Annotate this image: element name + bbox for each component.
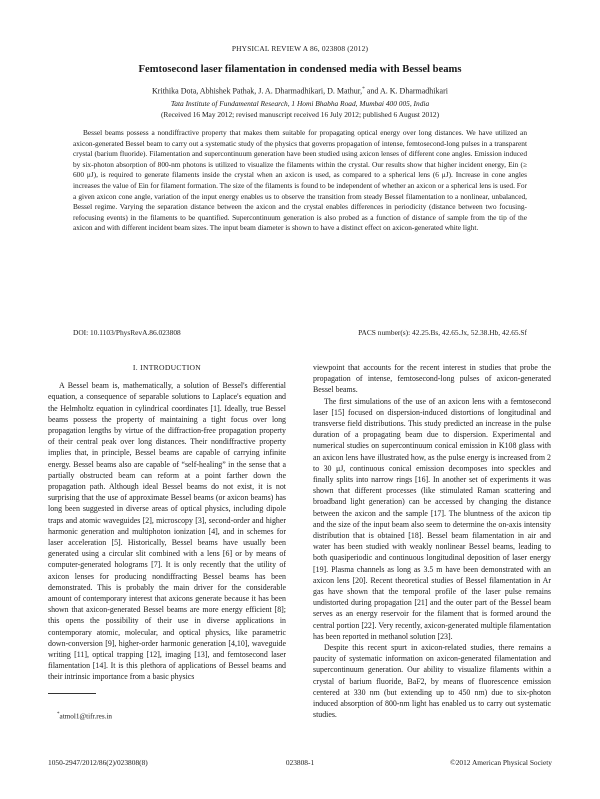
author-names-tail: and A. K. Dharmadhikari [364, 86, 448, 96]
paragraph: A Bessel beam is, mathematically, a solution of Bessel's differential equation, a consequence of separable solutions to Laplace's equation and the Helmholtz equation in cylindrical coordinates [1]. Ideally, true Bessel beams possess the property of maintaining a tight focus over long propagation lengths by virtue of the diffraction-free propagation property of their central peak over long distances. Their nondiffractive property implies that, in principle, Bessel beams are capable of carrying infinite energy. Bessel beams also are capable of “self-healing” in the sense that a partially obstructed beam can reform at a point farther down the propagation path. Although ideal Bessel beams do not exist, it is not surprising that the use of approximate Bessel beams (or axicon beams) has long been suggested in diverse areas of optical physics, including dipole traps and atomic waveguides [2], microscopy [3], second-order and higher harmonic generation and multiphoton ionization [4], and in schemes for laser acceleration [5]. Historically, Bessel beams have usually been generated using a circular slit combined with a lens [6] or by means of computer-generated holograms [7]. It is only recently that the utility of axicon lenses for producing nondiffracting Bessel beams has been demonstrated. This is probably the main driver for the considerable amount of contemporary interest that axicons generate because it has been shown that axicon-generated Bessel beams are more energy efficient [8]; this opens the possibility of their use in diverse applications in contemporary atomic, molecular, and optical physics, like parametric down-conversion [9], higher-order harmonic generation [4,10], waveguide writing [11], optical trapping [12], imaging [13], and femtosecond laser filamentation [14]. It is this plethora of applications of Bessel beams and their intrinsic importance from a basic physics [48, 381, 286, 682]
section-heading: I. INTRODUCTION [132, 363, 202, 372]
paper-title: Femtosecond laser filamentation in condensed media with Bessel beams [138, 64, 462, 75]
received-dates: (Received 16 May 2012; revised manuscript received 16 July 2012; published 6 August 2012) [160, 110, 440, 119]
affiliation: Tata Institute of Fundamental Research, 1 Homi Bhabha Road, Mumbai 400 005, India [170, 99, 430, 108]
paragraph: Despite this recent spurt in axicon-related studies, there remains a paucity of systematic information on axicon-generated filamentation and supercontinuum generation. Our ability to visualize filaments within a crystal of barium fluoride, BaF2, by means of fluorescence emission centered at 330 nm (but extending up to 450 nm) due to six-photon induced absorption of 800-nm light has enabled us to carry out systematic studies. [313, 643, 551, 720]
left-column [48, 362, 286, 683]
corresponding-author-mark[interactable]: * [362, 86, 365, 92]
right-column [313, 362, 551, 721]
footnote-divider [48, 693, 96, 694]
corresponding-email[interactable]: atmol1@tifr.res.in [59, 712, 113, 721]
doi-link[interactable]: DOI: 10.1103/PhysRevA.86.023808 [73, 328, 181, 337]
doi-pacs-line [73, 328, 527, 337]
footnote-mark: * [57, 712, 60, 717]
footnote [57, 712, 112, 720]
abstract: Bessel beams possess a nondiffractive property that makes them suitable for propagating optical energy over long distances. We have utilized an axicon-generated Bessel beam to carry out a systematic study of the physics that governs propagation of intense, femtosecond-long pulses in a transparent crystal (barium fluoride). Filamentation and supercontinuum generation have been studied using axicon lenses of different cone angles. Emission induced by six-photon absorption of 800-nm photons is utilized to visualize the filaments within the crystal. Our results show that higher incident energy, Ein (≥ 600 μJ), is required to generate filaments inside the crystal when an axicon is used, as compared to a spherical lens (6 μJ). Increase in cone angles increases the value of Ein for filament formation. The size of the filaments is found to be independent of whether an axicon or a spherical lens is used. For a given axicon cone angle, variation of the input energy enables us to observe the transition from steady Bessel filamentation to a nonlinear, unbalanced, Bessel regime. Varying the separation distance between the axicon and the crystal enables differences in periodicity (distance between two focusing-refocusing events) in the filaments to be quantified. Supercontinuum generation is also probed as a function of distance of sample from the tip of the axicon and with different incident beam sizes. The input beam diameter is shown to have a distinct effect on axicon-generated white light. [73, 128, 527, 233]
author-list [40, 86, 560, 96]
pacs-numbers: PACS number(s): 42.25.Bs, 42.65.Jx, 52.38.Hb, 42.65.Sf [358, 328, 527, 337]
paragraph: viewpoint that accounts for the recent interest in studies that probe the propagation of intense, femtosecond-long pulses of axicon-generated Bessel beams. [313, 363, 551, 395]
footer-issn: 1050-2947/2012/86(2)/023808(8) [48, 758, 148, 767]
author-names: Krithika Dota, Abhishek Pathak, J. A. Dharmadhikari, D. Mathur, [152, 86, 363, 96]
copyright: ©2012 American Physical Society [450, 758, 552, 767]
paragraph: The first simulations of the use of an axicon lens with a femtosecond laser [15] focused on dispersion-induced distortions of longitudinal and transverse field distributions. This study predicted an increase in the pulse duration of a propagating beam due to dispersion. Experimental and numerical studies on supercontinuum conical emission in K108 glass with an axicon lens have illustrated how, as the pulse energy is increased from 2 to 30 μJ, continuous conical emission decomposes into speckles and finally splits into narrow rings [16]. In another set of experiments it was shown that different processes (like stimulated Raman scattering and broadband light generation) can be accessed by changing the distance between the axicon and the sample [17]. The bluntness of the axicon tip and the size of the input beam also seem to determine the on-axis intensity distribution that is obtained [18]. Bessel beam filamentation in air and water has been studied with weakly nonlinear Bessel beams, leading to both quasiperiodic and continuous longitudinal deposition of laser energy [19]. Plasma channels as long as 3.5 m have been demonstrated with an axicon lens [20]. Recent theoretical studies of Bessel filamentation in Ar gas have shown that the temporal profile of the laser pulse remains undistorted during propagation [21] and the outer part of the Bessel beam serves as an energy reservoir for the filament that is formed around the central portion [22]. Very recently, axicon-generated multiple filamentation has been reported in methanol solution [23]. [313, 396, 551, 641]
page-number: 023808-1 [285, 758, 315, 767]
journal-header: PHYSICAL REVIEW A 86, 023808 (2012) [231, 44, 369, 53]
